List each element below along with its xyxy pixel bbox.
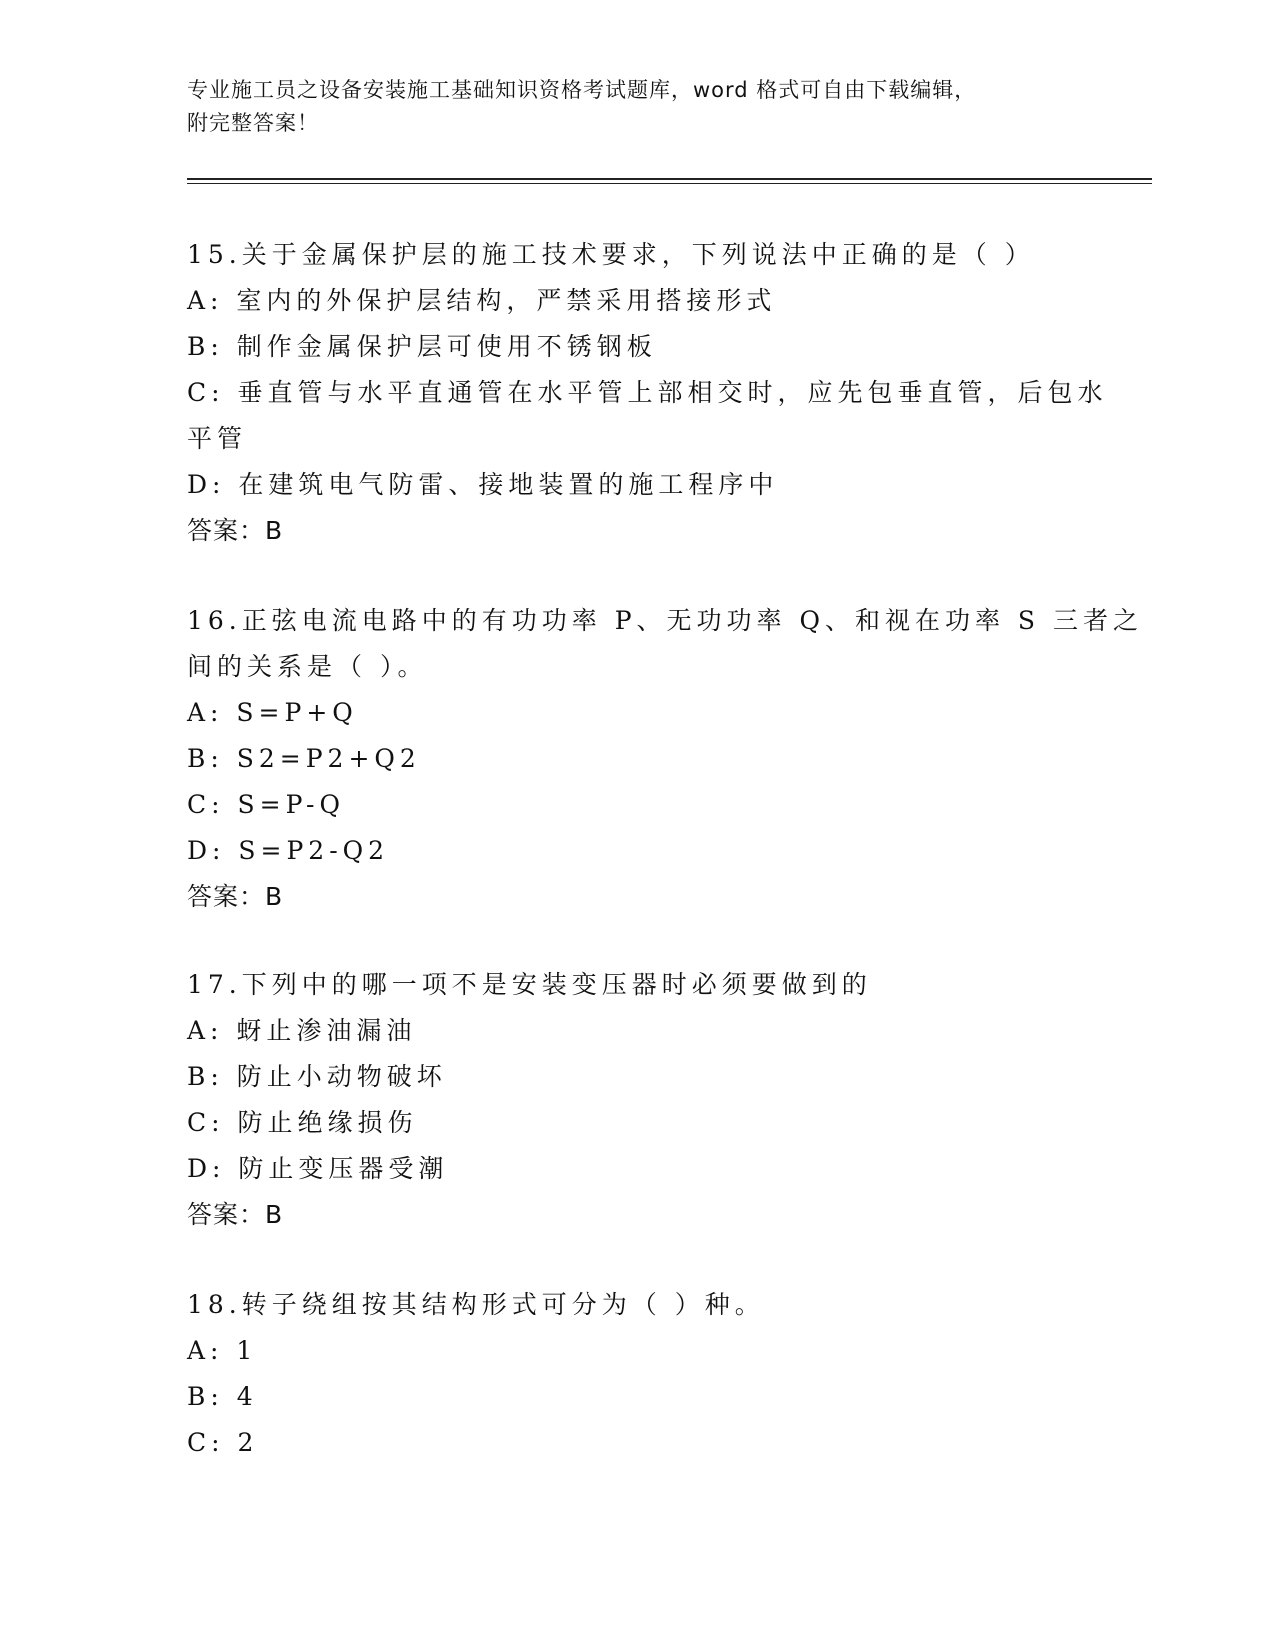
option-d: D: 在建筑电气防雷、接地装置的施工程序中 (187, 470, 779, 499)
answer: 答案：B (187, 882, 284, 911)
option-b: B: S2=P2+Q2 (187, 744, 421, 773)
question-15 (187, 232, 1108, 554)
option-a: A: 室内的外保护层结构，严禁采用搭接形式 (187, 286, 777, 315)
question-stem: 15.关于金属保护层的施工技术要求，下列说法中正确的是（ ） (187, 240, 1035, 269)
option-c: C: 防止绝缘损伤 (187, 1108, 418, 1137)
question-stem-continued: 间的关系是（ ）。 (187, 652, 428, 681)
option-d: D: 防止变压器受潮 (187, 1154, 449, 1183)
header-divider-thin (187, 183, 1152, 184)
option-b: B: 防止小动物破坏 (187, 1062, 447, 1091)
header-divider-thick (187, 178, 1152, 180)
option-d: D: S=P2-Q2 (187, 836, 390, 865)
question-17 (187, 962, 1077, 1238)
option-a: A: S=P+Q (187, 698, 358, 727)
answer: 答案：B (187, 1200, 284, 1229)
option-c: C: 2 (187, 1428, 259, 1457)
document-header (187, 74, 1087, 140)
option-b: B: 制作金属保护层可使用不锈钢板 (187, 332, 657, 361)
option-b: B: 4 (187, 1382, 258, 1411)
question-stem: 17.下列中的哪一项不是安装变压器时必须要做到的 (187, 970, 872, 999)
question-stem: 18.转子绕组按其结构形式可分为（ ）种。 (187, 1290, 765, 1319)
question-18 (187, 1282, 1077, 1466)
option-c-continued: 平管 (187, 424, 248, 453)
option-a: A: 蚜止渗油漏油 (187, 1016, 417, 1045)
question-16 (187, 598, 1143, 920)
option-c: C: 垂直管与水平直通管在水平管上部相交时，应先包垂直管，后包水 (187, 378, 1108, 407)
header-line-1: 专业施工员之设备安装施工基础知识资格考试题库，word 格式可自由下载编辑， (187, 78, 977, 102)
option-a: A: 1 (187, 1336, 258, 1365)
header-line-2: 附完整答案！ (187, 111, 319, 135)
answer: 答案：B (187, 516, 284, 545)
question-stem: 16.正弦电流电路中的有功功率 P、无功功率 Q、和视在功率 S 三者之 (187, 606, 1143, 635)
option-c: C: S=P-Q (187, 790, 345, 819)
